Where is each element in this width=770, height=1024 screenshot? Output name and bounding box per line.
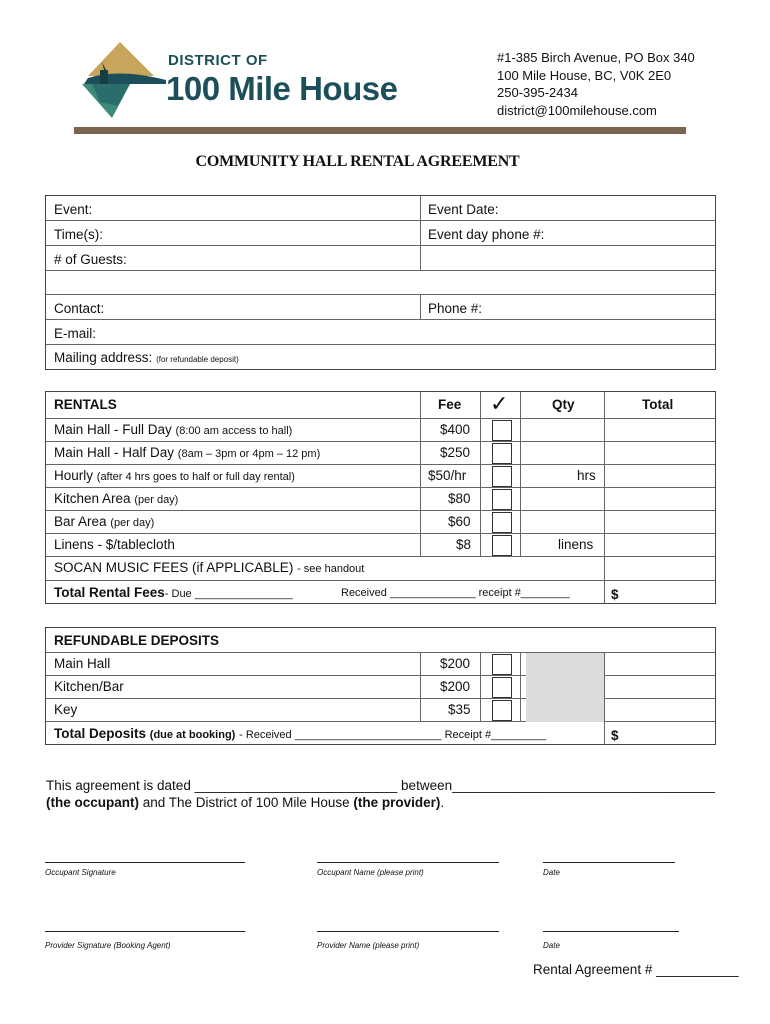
rental-fee: $80: [448, 491, 471, 506]
col-divider: [520, 653, 521, 722]
deposit-item: Kitchen/Bar: [54, 679, 124, 694]
address-line: #1-385 Birch Avenue, PO Box 340: [497, 50, 695, 65]
total-deposits: [54, 726, 546, 741]
qty-column-header: Qty: [552, 397, 575, 412]
col-divider: [480, 653, 481, 722]
deposit-fee: $200: [440, 679, 471, 694]
deposit-item: Key: [54, 702, 78, 717]
socan-fees: [54, 560, 364, 575]
info-row: [46, 246, 715, 271]
rental-item-note: (8:00 am access to hall): [175, 425, 293, 437]
email-label: E-mail:: [54, 326, 97, 341]
rental-checkbox[interactable]: [492, 535, 512, 556]
event-label: Event:: [54, 202, 93, 217]
occupant-signature-label: Occupant Signature: [45, 868, 116, 877]
provider-name-label: Provider Name (please print): [317, 941, 420, 950]
rental-item-name: Linens - $/tablecloth: [54, 537, 175, 552]
rentals-table: [45, 391, 716, 604]
rental-item-name: Bar Area: [54, 514, 107, 529]
mailing-address-label: [54, 350, 239, 365]
rental-checkbox[interactable]: [492, 420, 512, 441]
agreement-mid: and The District of 100 Mile House: [139, 795, 354, 810]
rentals-heading: RENTALS: [54, 397, 117, 412]
rental-checkbox[interactable]: [492, 443, 512, 464]
qty-unit: linens: [558, 537, 594, 552]
socan-note: - see handout: [297, 563, 365, 575]
info-row: [46, 295, 715, 320]
org-name-line1: DISTRICT OF: [168, 52, 268, 69]
col-divider: [604, 392, 605, 603]
rental-item: [54, 445, 320, 460]
info-divider: [420, 295, 421, 320]
deposit-fee: $200: [440, 656, 471, 671]
deposit-item: Main Hall: [54, 656, 111, 671]
rental-fee: $60: [448, 514, 471, 529]
provider-date-label: Date: [543, 941, 560, 950]
info-row: [46, 320, 715, 345]
rental-fee: $250: [440, 445, 471, 460]
rental-item: [54, 514, 154, 529]
info-row: [46, 221, 715, 246]
provider-name-line[interactable]: [317, 931, 499, 932]
provider-signature-line[interactable]: [45, 931, 245, 932]
occupant-date-label: Date: [543, 868, 560, 877]
col-divider: [420, 392, 421, 557]
deposit-checkbox[interactable]: [492, 654, 512, 675]
col-divider: [604, 653, 605, 744]
mailing-text: Mailing address:: [54, 350, 153, 365]
deposit-row: [46, 676, 715, 699]
address-line: 100 Mile House, BC, V0K 2E0: [497, 67, 672, 83]
rental-item-note: (per day): [110, 517, 155, 529]
socan-label: SOCAN MUSIC FEES (if APPLICABLE): [54, 560, 294, 575]
col-divider: [420, 653, 421, 722]
deposit-row: [46, 699, 715, 722]
contact-label: Contact:: [54, 301, 105, 316]
fee-column-header: Fee: [438, 397, 462, 412]
total-deposits-note: (due at booking): [149, 729, 236, 741]
header-rule: [74, 127, 686, 134]
rental-checkbox[interactable]: [492, 512, 512, 533]
qty-unit: hrs: [577, 468, 596, 483]
provider-signature-label: Provider Signature (Booking Agent): [45, 941, 171, 950]
rental-checkbox[interactable]: [492, 466, 512, 487]
rental-fee: $50/hr: [428, 468, 467, 483]
org-address: [497, 49, 695, 119]
total-rental-received: Received ______________ receipt #________: [341, 587, 570, 599]
deposit-row: [46, 653, 715, 676]
occupant-date-line[interactable]: [543, 862, 675, 863]
agreement-line2: [46, 795, 444, 810]
document-title: COMMUNITY HALL RENTAL AGREEMENT: [195, 153, 520, 170]
col-divider: [520, 392, 521, 557]
total-rental-dollar: $: [611, 587, 619, 602]
deposits-heading: REFUNDABLE DEPOSITS: [54, 633, 220, 648]
occupant-name-label: Occupant Name (please print): [317, 868, 424, 877]
phone-label: Phone #:: [428, 301, 483, 316]
rental-fee: $8: [456, 537, 472, 552]
rental-fee: $400: [440, 422, 471, 437]
occupant-term: (the occupant): [46, 795, 139, 810]
org-name-line2: 100 Mile House: [166, 70, 398, 107]
total-column-header: Total: [642, 397, 674, 412]
deposit-fee: $35: [448, 702, 471, 717]
deposit-checkbox[interactable]: [492, 700, 512, 721]
times-label: Time(s):: [54, 227, 103, 242]
shaded-cell: [526, 653, 604, 722]
info-table: [45, 195, 716, 370]
rentals-header-row: [46, 392, 715, 419]
rental-item: [54, 491, 178, 506]
rental-item-name: Main Hall - Half Day: [54, 445, 175, 460]
agreement-end: .: [440, 795, 445, 810]
total-deposits-dollar: $: [611, 728, 619, 743]
occupant-signature-line[interactable]: [45, 862, 245, 863]
rental-item-note: (8am – 3pm or 4pm – 12 pm): [177, 448, 321, 460]
deposits-table: [45, 627, 716, 745]
provider-term: (the provider): [353, 795, 441, 810]
checkmark-icon: ✓: [490, 391, 509, 416]
info-divider: [420, 196, 421, 271]
occupant-name-line[interactable]: [317, 862, 499, 863]
mailing-note: (for refundable deposit): [156, 355, 239, 364]
total-deposits-received: - Received ________________________ Receipt #_________: [239, 729, 547, 741]
agreement-line1: This agreement is dated ___________________________ between___________________________________: [46, 778, 715, 793]
info-row: [46, 271, 715, 295]
total-rental-label: Total Rental Fees: [54, 585, 165, 600]
col-divider: [480, 392, 481, 557]
event-phone-label: Event day phone #:: [428, 227, 545, 242]
info-row: [46, 196, 715, 221]
district-logo: [78, 40, 170, 120]
rental-item-name: Hourly: [54, 468, 94, 483]
guests-label: # of Guests:: [54, 252, 127, 267]
rental-item: [54, 468, 295, 483]
total-deposits-label: Total Deposits: [54, 726, 147, 741]
rental-item-name: Kitchen Area: [54, 491, 131, 506]
email-line: district@100milehouse.com: [497, 102, 657, 118]
rental-item: [54, 537, 175, 552]
event-date-label: Event Date:: [428, 202, 499, 217]
deposit-checkbox[interactable]: [492, 677, 512, 698]
rental-checkbox[interactable]: [492, 489, 512, 510]
rental-agreement-number: Rental Agreement # ___________: [533, 962, 739, 977]
rental-item: [54, 422, 292, 437]
rental-item-note: (per day): [134, 494, 179, 506]
total-rental-fees: [54, 585, 293, 600]
rental-item-note: (after 4 hrs goes to half or full day rental): [96, 471, 295, 483]
phone-line: 250-395-2434: [497, 85, 578, 100]
total-rental-due: - Due ________________: [164, 588, 293, 600]
rental-item-name: Main Hall - Full Day: [54, 422, 172, 437]
provider-date-line[interactable]: [543, 931, 679, 932]
